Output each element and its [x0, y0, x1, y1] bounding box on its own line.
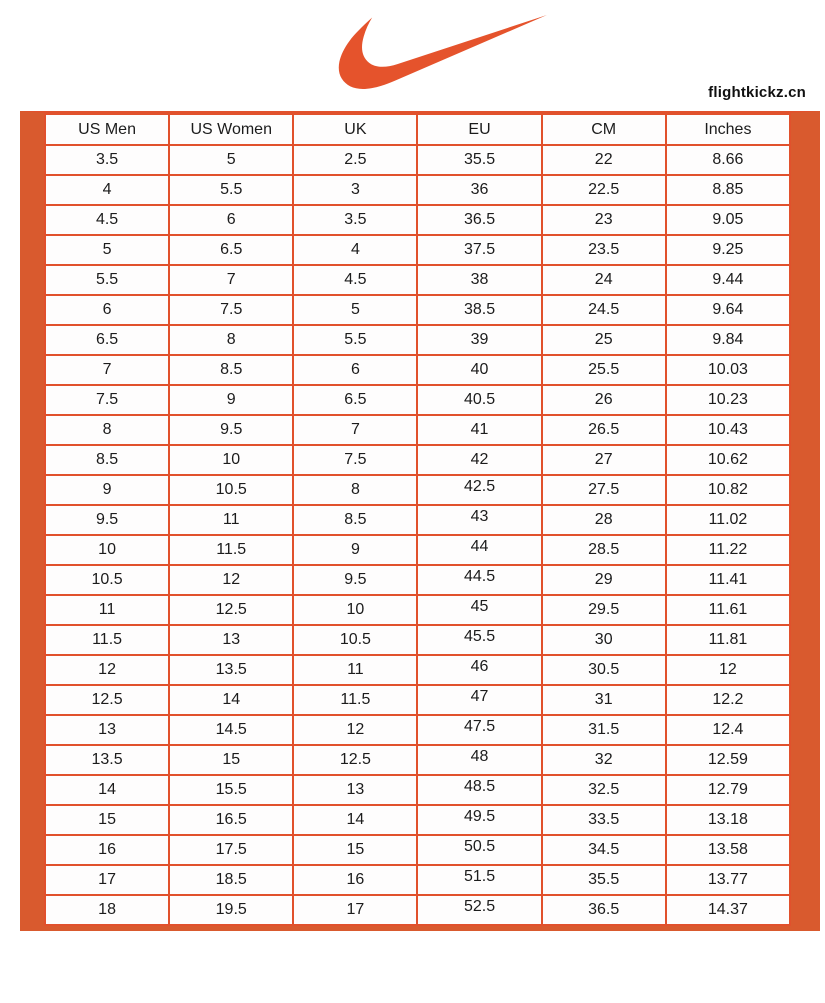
- cell-inches: 9.44: [666, 265, 790, 295]
- cell-uk: 3.5: [293, 205, 417, 235]
- cell-cm: 23.5: [542, 235, 666, 265]
- cell-inches: 12.4: [666, 715, 790, 745]
- cell-us-women: 15: [169, 745, 293, 775]
- cell-cm: 26: [542, 385, 666, 415]
- cell-eu: 47.5: [417, 715, 541, 745]
- cell-us-men: 11.5: [45, 625, 169, 655]
- cell-us-men: 12: [45, 655, 169, 685]
- table-row: [45, 745, 790, 775]
- cell-inches: 12: [666, 655, 790, 685]
- cell-us-women: 16.5: [169, 805, 293, 835]
- cell-cm: 32: [542, 745, 666, 775]
- cell-uk: 8.5: [293, 505, 417, 535]
- cell-us-women: 17.5: [169, 835, 293, 865]
- cell-us-women: 6.5: [169, 235, 293, 265]
- cell-uk: 9: [293, 535, 417, 565]
- cell-cm: 34.5: [542, 835, 666, 865]
- table-row: [45, 235, 790, 265]
- cell-us-women: 5: [169, 145, 293, 175]
- cell-us-men: 12.5: [45, 685, 169, 715]
- col-header-us-men: US Men: [45, 114, 169, 145]
- col-header-inches: Inches: [666, 114, 790, 145]
- cell-us-women: 9.5: [169, 415, 293, 445]
- site-name: flightkickz.cn: [708, 84, 806, 101]
- cell-uk: 5.5: [293, 325, 417, 355]
- cell-uk: 14: [293, 805, 417, 835]
- cell-eu: 43: [417, 505, 541, 535]
- cell-cm: 31: [542, 685, 666, 715]
- cell-eu: 45.5: [417, 625, 541, 655]
- cell-inches: 9.84: [666, 325, 790, 355]
- cell-inches: 8.66: [666, 145, 790, 175]
- cell-cm: 35.5: [542, 865, 666, 895]
- cell-cm: 30: [542, 625, 666, 655]
- cell-uk: 7: [293, 415, 417, 445]
- cell-inches: 10.62: [666, 445, 790, 475]
- cell-us-women: 6: [169, 205, 293, 235]
- cell-cm: 30.5: [542, 655, 666, 685]
- cell-us-men: 8.5: [45, 445, 169, 475]
- table-row: [45, 385, 790, 415]
- cell-cm: 28.5: [542, 535, 666, 565]
- cell-cm: 22: [542, 145, 666, 175]
- table-row: [45, 175, 790, 205]
- table-row: [45, 625, 790, 655]
- cell-us-women: 15.5: [169, 775, 293, 805]
- cell-inches: 13.58: [666, 835, 790, 865]
- cell-eu: 41: [417, 415, 541, 445]
- cell-eu: 37.5: [417, 235, 541, 265]
- cell-us-men: 14: [45, 775, 169, 805]
- cell-us-women: 8.5: [169, 355, 293, 385]
- cell-us-men: 13: [45, 715, 169, 745]
- nike-swoosh-icon: [337, 15, 551, 91]
- cell-uk: 17: [293, 895, 417, 925]
- size-chart-table: [44, 113, 791, 926]
- cell-uk: 11.5: [293, 685, 417, 715]
- cell-cm: 23: [542, 205, 666, 235]
- cell-eu: 36.5: [417, 205, 541, 235]
- cell-us-men: 15: [45, 805, 169, 835]
- table-row: [45, 475, 790, 505]
- cell-uk: 6: [293, 355, 417, 385]
- cell-us-women: 11: [169, 505, 293, 535]
- cell-us-women: 8: [169, 325, 293, 355]
- cell-eu: 38.5: [417, 295, 541, 325]
- cell-eu: 48: [417, 745, 541, 775]
- cell-us-men: 11: [45, 595, 169, 625]
- cell-inches: 11.02: [666, 505, 790, 535]
- cell-inches: 12.79: [666, 775, 790, 805]
- size-chart-frame: [20, 111, 820, 931]
- cell-us-men: 5.5: [45, 265, 169, 295]
- cell-uk: 4.5: [293, 265, 417, 295]
- cell-us-women: 9: [169, 385, 293, 415]
- cell-inches: 9.05: [666, 205, 790, 235]
- table-row: [45, 805, 790, 835]
- table-row: [45, 715, 790, 745]
- cell-us-men: 17: [45, 865, 169, 895]
- cell-uk: 12: [293, 715, 417, 745]
- cell-us-women: 18.5: [169, 865, 293, 895]
- nike-logo: [337, 15, 551, 91]
- cell-inches: 10.23: [666, 385, 790, 415]
- cell-eu: 48.5: [417, 775, 541, 805]
- cell-us-women: 13.5: [169, 655, 293, 685]
- size-table-body: [45, 145, 790, 925]
- col-header-eu: EU: [417, 114, 541, 145]
- cell-inches: 13.77: [666, 865, 790, 895]
- cell-us-men: 7: [45, 355, 169, 385]
- table-row: [45, 865, 790, 895]
- cell-uk: 15: [293, 835, 417, 865]
- cell-eu: 51.5: [417, 865, 541, 895]
- cell-eu: 45: [417, 595, 541, 625]
- cell-us-men: 18: [45, 895, 169, 925]
- cell-uk: 6.5: [293, 385, 417, 415]
- cell-eu: 39: [417, 325, 541, 355]
- cell-us-women: 11.5: [169, 535, 293, 565]
- cell-inches: 8.85: [666, 175, 790, 205]
- cell-eu: 47: [417, 685, 541, 715]
- cell-cm: 29: [542, 565, 666, 595]
- cell-cm: 22.5: [542, 175, 666, 205]
- cell-us-men: 4: [45, 175, 169, 205]
- cell-us-women: 7: [169, 265, 293, 295]
- cell-cm: 26.5: [542, 415, 666, 445]
- cell-inches: 11.41: [666, 565, 790, 595]
- table-row: [45, 895, 790, 925]
- table-row: [45, 295, 790, 325]
- cell-us-men: 10.5: [45, 565, 169, 595]
- cell-uk: 10: [293, 595, 417, 625]
- cell-cm: 28: [542, 505, 666, 535]
- cell-us-men: 8: [45, 415, 169, 445]
- cell-us-men: 3.5: [45, 145, 169, 175]
- cell-inches: 11.22: [666, 535, 790, 565]
- col-header-uk: UK: [293, 114, 417, 145]
- cell-cm: 36.5: [542, 895, 666, 925]
- table-row: [45, 355, 790, 385]
- table-row: [45, 775, 790, 805]
- cell-us-women: 5.5: [169, 175, 293, 205]
- table-row: [45, 505, 790, 535]
- table-row: [45, 655, 790, 685]
- cell-inches: 11.61: [666, 595, 790, 625]
- cell-us-men: 4.5: [45, 205, 169, 235]
- cell-us-men: 9: [45, 475, 169, 505]
- cell-us-men: 6: [45, 295, 169, 325]
- table-row: [45, 325, 790, 355]
- col-header-cm: CM: [542, 114, 666, 145]
- cell-uk: 7.5: [293, 445, 417, 475]
- cell-cm: 24: [542, 265, 666, 295]
- cell-cm: 31.5: [542, 715, 666, 745]
- table-row: [45, 595, 790, 625]
- cell-uk: 5: [293, 295, 417, 325]
- cell-eu: 49.5: [417, 805, 541, 835]
- cell-us-women: 10.5: [169, 475, 293, 505]
- cell-cm: 27.5: [542, 475, 666, 505]
- cell-eu: 42: [417, 445, 541, 475]
- cell-cm: 29.5: [542, 595, 666, 625]
- cell-eu: 36: [417, 175, 541, 205]
- size-table-header: [45, 114, 790, 145]
- cell-cm: 25.5: [542, 355, 666, 385]
- cell-us-men: 16: [45, 835, 169, 865]
- cell-cm: 32.5: [542, 775, 666, 805]
- table-row: [45, 415, 790, 445]
- table-row: [45, 445, 790, 475]
- cell-us-women: 10: [169, 445, 293, 475]
- cell-inches: 14.37: [666, 895, 790, 925]
- cell-us-women: 14.5: [169, 715, 293, 745]
- col-header-us-women: US Women: [169, 114, 293, 145]
- table-row: [45, 205, 790, 235]
- cell-eu: 35.5: [417, 145, 541, 175]
- cell-eu: 44.5: [417, 565, 541, 595]
- cell-us-men: 6.5: [45, 325, 169, 355]
- cell-cm: 24.5: [542, 295, 666, 325]
- table-row: [45, 835, 790, 865]
- cell-cm: 27: [542, 445, 666, 475]
- cell-us-women: 12: [169, 565, 293, 595]
- cell-inches: 9.25: [666, 235, 790, 265]
- cell-uk: 8: [293, 475, 417, 505]
- cell-us-men: 5: [45, 235, 169, 265]
- cell-uk: 2.5: [293, 145, 417, 175]
- header-row: [45, 114, 790, 145]
- cell-inches: 10.03: [666, 355, 790, 385]
- cell-eu: 44: [417, 535, 541, 565]
- cell-us-women: 13: [169, 625, 293, 655]
- cell-cm: 33.5: [542, 805, 666, 835]
- cell-uk: 9.5: [293, 565, 417, 595]
- cell-eu: 46: [417, 655, 541, 685]
- table-row: [45, 565, 790, 595]
- cell-uk: 13: [293, 775, 417, 805]
- cell-inches: 13.18: [666, 805, 790, 835]
- cell-eu: 40: [417, 355, 541, 385]
- cell-us-women: 19.5: [169, 895, 293, 925]
- cell-us-men: 10: [45, 535, 169, 565]
- cell-inches: 9.64: [666, 295, 790, 325]
- cell-us-men: 7.5: [45, 385, 169, 415]
- table-row: [45, 265, 790, 295]
- cell-eu: 42.5: [417, 475, 541, 505]
- table-row: [45, 145, 790, 175]
- cell-inches: 11.81: [666, 625, 790, 655]
- cell-eu: 40.5: [417, 385, 541, 415]
- table-row: [45, 535, 790, 565]
- cell-eu: 50.5: [417, 835, 541, 865]
- cell-us-women: 7.5: [169, 295, 293, 325]
- cell-us-women: 14: [169, 685, 293, 715]
- cell-inches: 10.82: [666, 475, 790, 505]
- cell-us-women: 12.5: [169, 595, 293, 625]
- cell-inches: 12.2: [666, 685, 790, 715]
- cell-eu: 38: [417, 265, 541, 295]
- cell-eu: 52.5: [417, 895, 541, 925]
- cell-inches: 12.59: [666, 745, 790, 775]
- cell-us-men: 13.5: [45, 745, 169, 775]
- cell-us-men: 9.5: [45, 505, 169, 535]
- cell-cm: 25: [542, 325, 666, 355]
- cell-uk: 10.5: [293, 625, 417, 655]
- cell-uk: 3: [293, 175, 417, 205]
- cell-inches: 10.43: [666, 415, 790, 445]
- table-row: [45, 685, 790, 715]
- cell-uk: 12.5: [293, 745, 417, 775]
- cell-uk: 16: [293, 865, 417, 895]
- cell-uk: 4: [293, 235, 417, 265]
- cell-uk: 11: [293, 655, 417, 685]
